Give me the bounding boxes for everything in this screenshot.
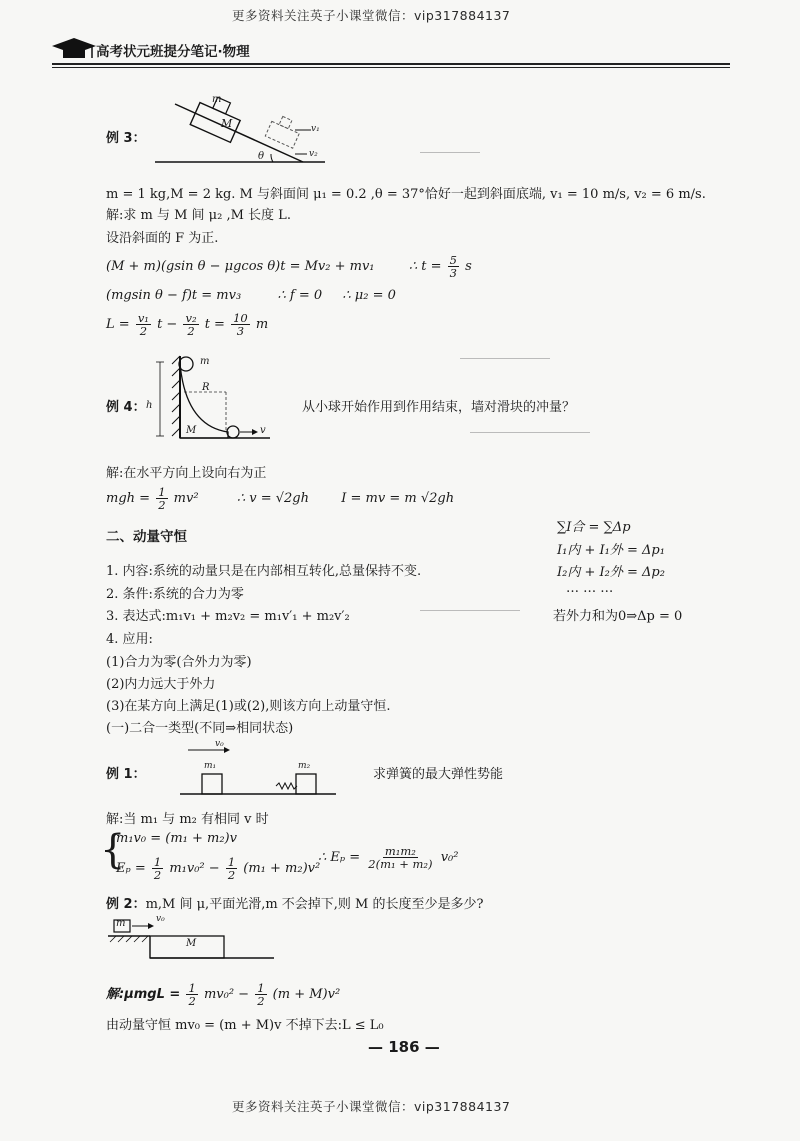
ex3-eq2	[106, 288, 396, 303]
frac-den: 2	[188, 994, 196, 1009]
fig4-m-label: m	[200, 356, 210, 367]
side-note-4: … … …	[566, 581, 614, 596]
ex4-eq-impulse: I = mv = m √2gh	[341, 491, 455, 507]
page-number: — 186 —	[368, 1038, 440, 1056]
watermark-bottom: 更多资料关注英子小课堂微信：vip317884137	[232, 1099, 511, 1114]
example-2-line	[106, 893, 483, 912]
example-3-label: 例 3：	[106, 131, 146, 146]
ex4-eq-left: mgh =	[106, 491, 151, 507]
ex1-question: 求弹簧的最大弹性势能	[373, 767, 504, 782]
ex1-result-left: ∴ Eₚ =	[318, 850, 361, 866]
frac-num: 5	[449, 253, 457, 267]
ex2-eq-mid: mv₀² −	[203, 987, 250, 1003]
ex1-sys2	[116, 856, 320, 881]
fig2-v0-label: v₀	[156, 914, 165, 924]
wall-ramp-figure	[152, 350, 272, 445]
ex3-eq3	[106, 312, 268, 337]
frac-num: v₂	[185, 311, 197, 325]
ex3-direction: 设沿斜面的 F 为正.	[106, 231, 219, 246]
ex3-solve: 解:求 m 与 M 间 μ₂ ,M 长度 L.	[106, 208, 291, 223]
fig4-M-label: M	[186, 425, 197, 436]
ex3-eq2-mu: ∴ μ₂ = 0	[342, 288, 396, 303]
ex3-eq3-frac1	[136, 312, 151, 337]
ex3-eq3-unit: m	[255, 317, 269, 333]
frac-den: 3	[236, 324, 245, 339]
frac-num: 1	[188, 981, 196, 995]
section-title: 二、动量守恒	[106, 529, 187, 545]
ex1-result-frac	[366, 845, 434, 870]
ex4-eq-mv: mv²	[173, 491, 199, 507]
fig2-M-label: M	[186, 938, 197, 949]
frac-den: 2	[158, 498, 166, 513]
ex3-eq2-f: ∴ f = 0	[277, 288, 323, 303]
header-rule	[52, 63, 730, 65]
frac-num: 10	[233, 311, 248, 325]
fig1-m2-label: m₂	[298, 761, 311, 771]
ex3-eq3-frac3	[231, 312, 250, 337]
ex3-eq1-therefore: ∴ t =	[408, 259, 442, 275]
frac-den: 2	[227, 868, 236, 883]
side-note-3: I₂内 + I₂外 = Δp₂	[557, 565, 665, 580]
example-2-label: 例 2：	[106, 897, 146, 912]
scan-speck	[460, 358, 550, 359]
ex4-question: 从小球开始作用到作用结束，墙对滑块的冲量？	[302, 400, 576, 415]
ex1-sys2-mid: m₁v₀² −	[169, 861, 220, 877]
ex1-result-right: v₀²	[440, 850, 459, 866]
ex1-result	[318, 845, 458, 870]
section2-item-4: 4. 应用:	[106, 632, 153, 647]
frac-den: 2	[257, 994, 265, 1009]
scan-speck	[420, 152, 480, 153]
frac-den: 2	[139, 324, 148, 339]
fig4-v-label: v	[260, 425, 266, 436]
ex1-solve: 解:当 m₁ 与 m₂ 有相同 v 时	[106, 812, 269, 827]
ex1-sys2-frac1	[152, 856, 163, 881]
ex1-sys2-left: Eₚ =	[116, 861, 146, 877]
fig3-m-label: m	[212, 94, 222, 105]
header-rule-thin	[52, 67, 730, 68]
ex2-conclusion: 由动量守恒 mv₀ = (m + M)v 不掉下去:L ≤ L₀	[106, 1018, 384, 1033]
frac-den: 3	[449, 266, 457, 281]
scan-speck	[470, 432, 590, 433]
fig3-v2-label: v₂	[309, 149, 318, 159]
frac-num: 1	[158, 485, 166, 499]
ex2-eq-frac1	[186, 982, 197, 1007]
ex1-sys2-right: (m₁ + m₂)v²	[243, 861, 321, 877]
section2-item-1: 1. 内容:系统的动量只是在内部相互转化,总量保持不变.	[106, 564, 422, 579]
fig3-M-label: M	[221, 117, 233, 130]
ex3-eq1-fraction	[448, 254, 459, 279]
frac-num: m₁m₂	[384, 844, 416, 858]
example-4-label: 例 4：	[106, 400, 146, 415]
ex3-eq3-t1: t −	[157, 317, 178, 333]
graduation-cap-icon	[52, 38, 96, 60]
ex4-eq-v: ∴ v = √2gh	[236, 491, 309, 507]
ex4-solve: 解:在水平方向上设向右为正	[106, 466, 267, 481]
example-1-label: 例 1：	[106, 767, 146, 782]
fig1-m1-label: m₁	[204, 761, 217, 771]
ex3-eq1-left: (M + m)(gsin θ − μgcos θ)t = Mv₂ + mv₁	[106, 259, 375, 275]
frac-num: 1	[257, 981, 265, 995]
section2-item-7: (3)在某方向上满足(1)或(2),则该方向上动量守恒.	[106, 699, 391, 714]
fig2-m-label: m	[116, 918, 126, 929]
ex1-sys1: m₁v₀ = (m₁ + m₂)v	[116, 831, 237, 846]
ex3-eq3-t2: t =	[204, 317, 225, 333]
ex2-eq-frac2	[255, 982, 266, 1007]
fig1-v0-label: v₀	[215, 739, 224, 749]
frac-num: v₁	[137, 311, 149, 325]
system-brace: {	[100, 827, 126, 873]
frac-den: 2	[187, 324, 195, 339]
frac-den: 2	[153, 868, 162, 883]
fig4-R-label: R	[202, 382, 210, 393]
ex2-text: m,M 间 μ,平面光滑,m 不会掉下,则 M 的长度至少是多少?	[145, 897, 484, 912]
ex4-eq	[106, 486, 454, 511]
ex3-eq1	[106, 254, 472, 279]
frac-den: 2(m₁ + m₂)	[368, 857, 433, 872]
side-note-5: 若外力和为0⇒Δp = 0	[553, 609, 683, 624]
frac-num: 1	[153, 855, 162, 869]
ex1-sys2-frac2	[226, 856, 237, 881]
fig3-v1-label: v₁	[311, 124, 320, 134]
ex3-eq3-L: L =	[106, 317, 130, 333]
watermark-top: 更多资料关注英子小课堂微信：vip317884137	[232, 8, 511, 23]
ex3-given: m = 1 kg,M = 2 kg. M 与斜面间 μ₁ = 0.2 ,θ = 37°恰好一起到斜面底端, v₁ = 10 m/s, v₂ = 6 m/s.	[106, 187, 706, 202]
ex4-eq-frac	[156, 486, 167, 511]
frac-num: 1	[227, 855, 236, 869]
fig4-h-label: h	[146, 400, 153, 411]
ex3-eq3-frac2	[183, 312, 198, 337]
incline-figure	[155, 88, 355, 168]
ex2-eq	[106, 982, 340, 1007]
scan-speck	[420, 610, 520, 611]
ex3-eq2-main: (mgsin θ − f)t = mv₃	[106, 288, 242, 303]
header-title: 高考状元班提分笔记·物理	[96, 44, 250, 60]
fig3-theta-label: θ	[258, 151, 265, 162]
section2-item-5: (1)合力为零(合外力为零)	[106, 655, 252, 670]
section2-item-3: 3. 表达式:m₁v₁ + m₂v₂ = m₁v′₁ + m₂v′₂	[106, 609, 350, 624]
side-note-2: I₁内 + I₁外 = Δp₁	[557, 543, 665, 558]
ex2-eq-left: 解:μmgL =	[106, 987, 181, 1003]
ex3-eq1-unit: s	[465, 259, 472, 275]
section2-item-6: (2)内力远大于外力	[106, 677, 216, 692]
section2-item-2: 2. 条件:系统的合力为零	[106, 587, 244, 602]
side-note-1: ∑I合 = ∑Δp	[557, 520, 631, 535]
ex2-eq-right: (m + M)v²	[272, 987, 341, 1003]
section2-item-8: (一)二合一类型(不同⇒相同状态)	[106, 721, 294, 736]
